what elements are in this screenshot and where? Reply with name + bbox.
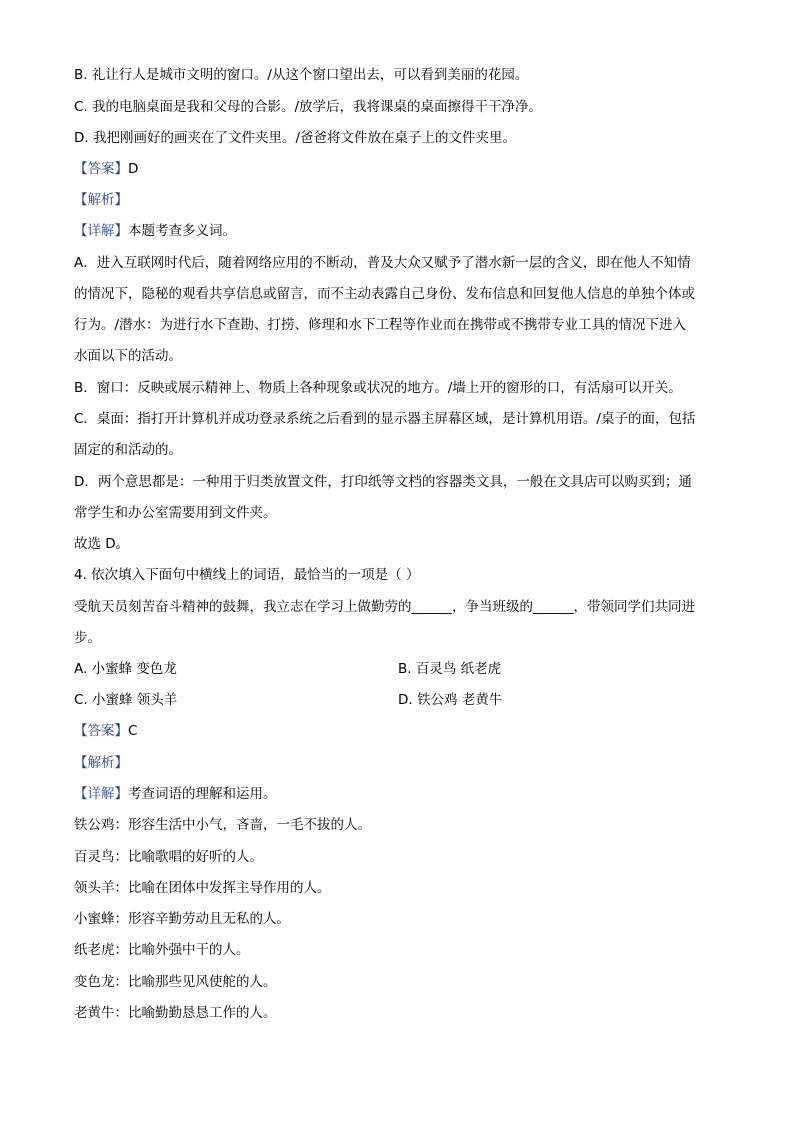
analysis-tag: 【解析】 bbox=[74, 755, 128, 771]
answer-value: D bbox=[128, 161, 139, 177]
definition-line: 小蜜蜂：形容辛勤劳动且无私的人。 bbox=[74, 911, 290, 927]
definition-line: 老黄牛：比喻勤勤恳恳工作的人。 bbox=[74, 1005, 277, 1021]
answer-value: C bbox=[128, 723, 138, 739]
choice-a: A. 小蜜蜂 变色龙 bbox=[74, 661, 177, 677]
definition-line: 变色龙：比喻那些见风使舵的人。 bbox=[74, 974, 277, 990]
definition-line: 领头羊：比喻在团体中发挥主导作用的人。 bbox=[74, 880, 331, 896]
detail-line bbox=[74, 785, 724, 803]
answer-tag: 【答案】 bbox=[74, 161, 128, 177]
explanation-line: 行为。/潜水：为进行水下查勘、打捞、修理和水下工程等作业而在携带或不携带专业工具的情况下进入 bbox=[74, 317, 687, 333]
definition-line: 纸老虎：比喻外强中干的人。 bbox=[74, 942, 250, 958]
explanation-line: C．桌面：指打开计算机并成功登录系统之后看到的显示器主屏幕区域，是计算机用语。/桌子的面，包括 bbox=[74, 411, 696, 427]
definition-line: 铁公鸡：形容生活中小气，吝啬，一毛不拔的人。 bbox=[74, 817, 371, 833]
explanation-line: A．进入互联网时代后，随着网络应用的不断动，普及大众又赋予了潜水新一层的含义，即在他人不知情 bbox=[74, 255, 691, 271]
explanation-line: B．窗口：反映或展示精神上、物质上各种现象或状况的地方。/墙上开的窗形的口，有活扇可以开关。 bbox=[74, 380, 682, 396]
question-4-stem: 4. 依次填入下面句中横线上的词语，最恰当的一项是（ ） bbox=[74, 567, 420, 583]
explanation-line: 固定的和活动的。 bbox=[74, 442, 182, 458]
detail-text: 考查词语的理解和运用。 bbox=[128, 786, 277, 802]
detail-line bbox=[74, 222, 724, 240]
question-4-sentence: 受航天员刻苦奋斗精神的鼓舞，我立志在学习上做勤劳的______，争当班级的______，带领同学们共同进 bbox=[74, 599, 695, 615]
answer-line bbox=[74, 160, 724, 178]
choice-b: B. 百灵鸟 纸老虎 bbox=[398, 661, 502, 677]
conclusion-line: 故选 D。 bbox=[74, 536, 130, 552]
explanation-line: 水面以下的活动。 bbox=[74, 348, 182, 364]
choice-d: D. 铁公鸡 老黄牛 bbox=[398, 692, 503, 708]
detail-text: 本题考查多义词。 bbox=[128, 223, 236, 239]
answer-tag: 【答案】 bbox=[74, 723, 128, 739]
explanation-line: 常学生和办公室需要用到文件夹。 bbox=[74, 505, 277, 521]
choice-c: C. 小蜜蜂 领头羊 bbox=[74, 692, 178, 708]
detail-tag: 【详解】 bbox=[74, 786, 128, 802]
definition-line: 百灵鸟：比喻歌唱的好听的人。 bbox=[74, 849, 263, 865]
option-b-line: B. 礼让行人是城市文明的窗口。/从这个窗口望出去，可以看到美丽的花园。 bbox=[74, 67, 529, 83]
answer-line bbox=[74, 722, 724, 740]
explanation-line: D．两个意思都是：一种用于归类放置文件，打印纸等文档的容器类文具，一般在文具店可以购买到；通 bbox=[74, 474, 692, 490]
analysis-tag-line bbox=[74, 191, 724, 209]
question-4-sentence: 步。 bbox=[74, 630, 101, 646]
option-c-line: C. 我的电脑桌面是我和父母的合影。/放学后，我将课桌的桌面擦得干干净净。 bbox=[74, 99, 543, 115]
detail-tag: 【详解】 bbox=[74, 223, 128, 239]
explanation-line: 的情况下，隐秘的观看共享信息或留言，而不主动表露自己身份、发布信息和回复他人信息的单独个体或 bbox=[74, 286, 695, 302]
analysis-tag-line bbox=[74, 754, 724, 772]
option-d-line: D. 我把刚画好的画夹在了文件夹里。/爸爸将文件放在桌子上的文件夹里。 bbox=[74, 130, 517, 146]
analysis-tag: 【解析】 bbox=[74, 192, 128, 208]
